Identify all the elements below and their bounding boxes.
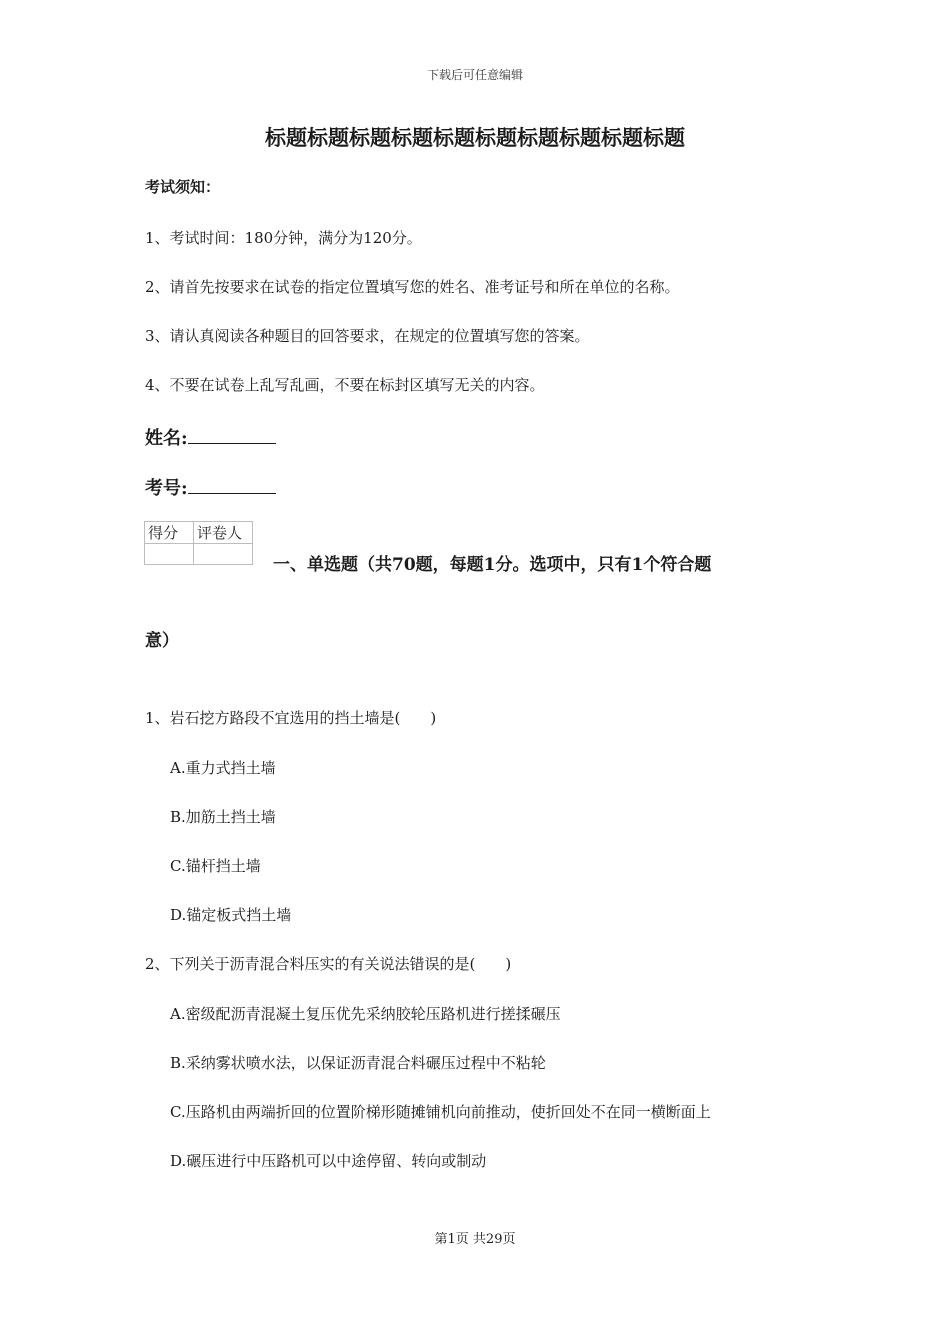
answer-option[interactable]: A.重力式挡土墙 <box>170 759 276 777</box>
grader-cell[interactable] <box>194 544 253 565</box>
answer-option[interactable]: B.加筋土挡土墙 <box>170 808 276 826</box>
header-note: 下载后可任意编辑 <box>426 68 523 82</box>
score-header: 得分 <box>145 522 194 544</box>
question-stem: 1、岩石挖方路段不宜选用的挡土墙是( ) <box>145 709 437 727</box>
question-stem: 2、下列关于沥青混合料压实的有关说法错误的是( ) <box>145 955 512 973</box>
name-label: 姓名: <box>145 428 188 449</box>
grader-header: 评卷人 <box>194 522 253 544</box>
exam-id-blank[interactable] <box>188 475 276 494</box>
exam-id-field[interactable] <box>145 474 276 500</box>
score-table <box>144 521 253 565</box>
name-blank[interactable] <box>188 425 276 444</box>
notice-item: 3、请认真阅读各种题目的回答要求，在规定的位置填写您的答案。 <box>145 327 590 345</box>
answer-option[interactable]: B.采纳雾状喷水法，以保证沥青混合料碾压过程中不粘轮 <box>170 1054 546 1072</box>
answer-option[interactable]: C.锚杆挡土墙 <box>170 857 261 875</box>
answer-option[interactable]: A.密级配沥青混凝土复压优先采纳胶轮压路机进行搓揉碾压 <box>170 1005 561 1023</box>
answer-option[interactable]: C.压路机由两端折回的位置阶梯形随摊铺机向前推动，使折回处不在同一横断面上 <box>170 1103 711 1121</box>
notice-item: 1、考试时间：180分钟，满分为120分。 <box>145 229 422 247</box>
score-cell[interactable] <box>145 544 194 565</box>
section-title-continued: 意） <box>145 631 179 651</box>
name-field[interactable] <box>145 424 276 450</box>
notice-item: 2、请首先按要求在试卷的指定位置填写您的姓名、准考证号和所在单位的名称。 <box>145 278 680 296</box>
document-title: 标题标题标题标题标题标题标题标题标题标题 <box>265 125 685 150</box>
page-footer: 第1页 共29页 <box>434 1232 516 1247</box>
section-title: 一、单选题（共70题，每题1分。选项中，只有1个符合题 <box>273 555 712 575</box>
answer-option[interactable]: D.锚定板式挡土墙 <box>170 906 292 924</box>
exam-id-label: 考号: <box>145 478 188 499</box>
notice-item: 4、不要在试卷上乱写乱画，不要在标封区填写无关的内容。 <box>145 376 545 394</box>
answer-option[interactable]: D.碾压进行中压路机可以中途停留、转向或制动 <box>170 1152 487 1170</box>
notice-heading: 考试须知： <box>145 178 221 196</box>
